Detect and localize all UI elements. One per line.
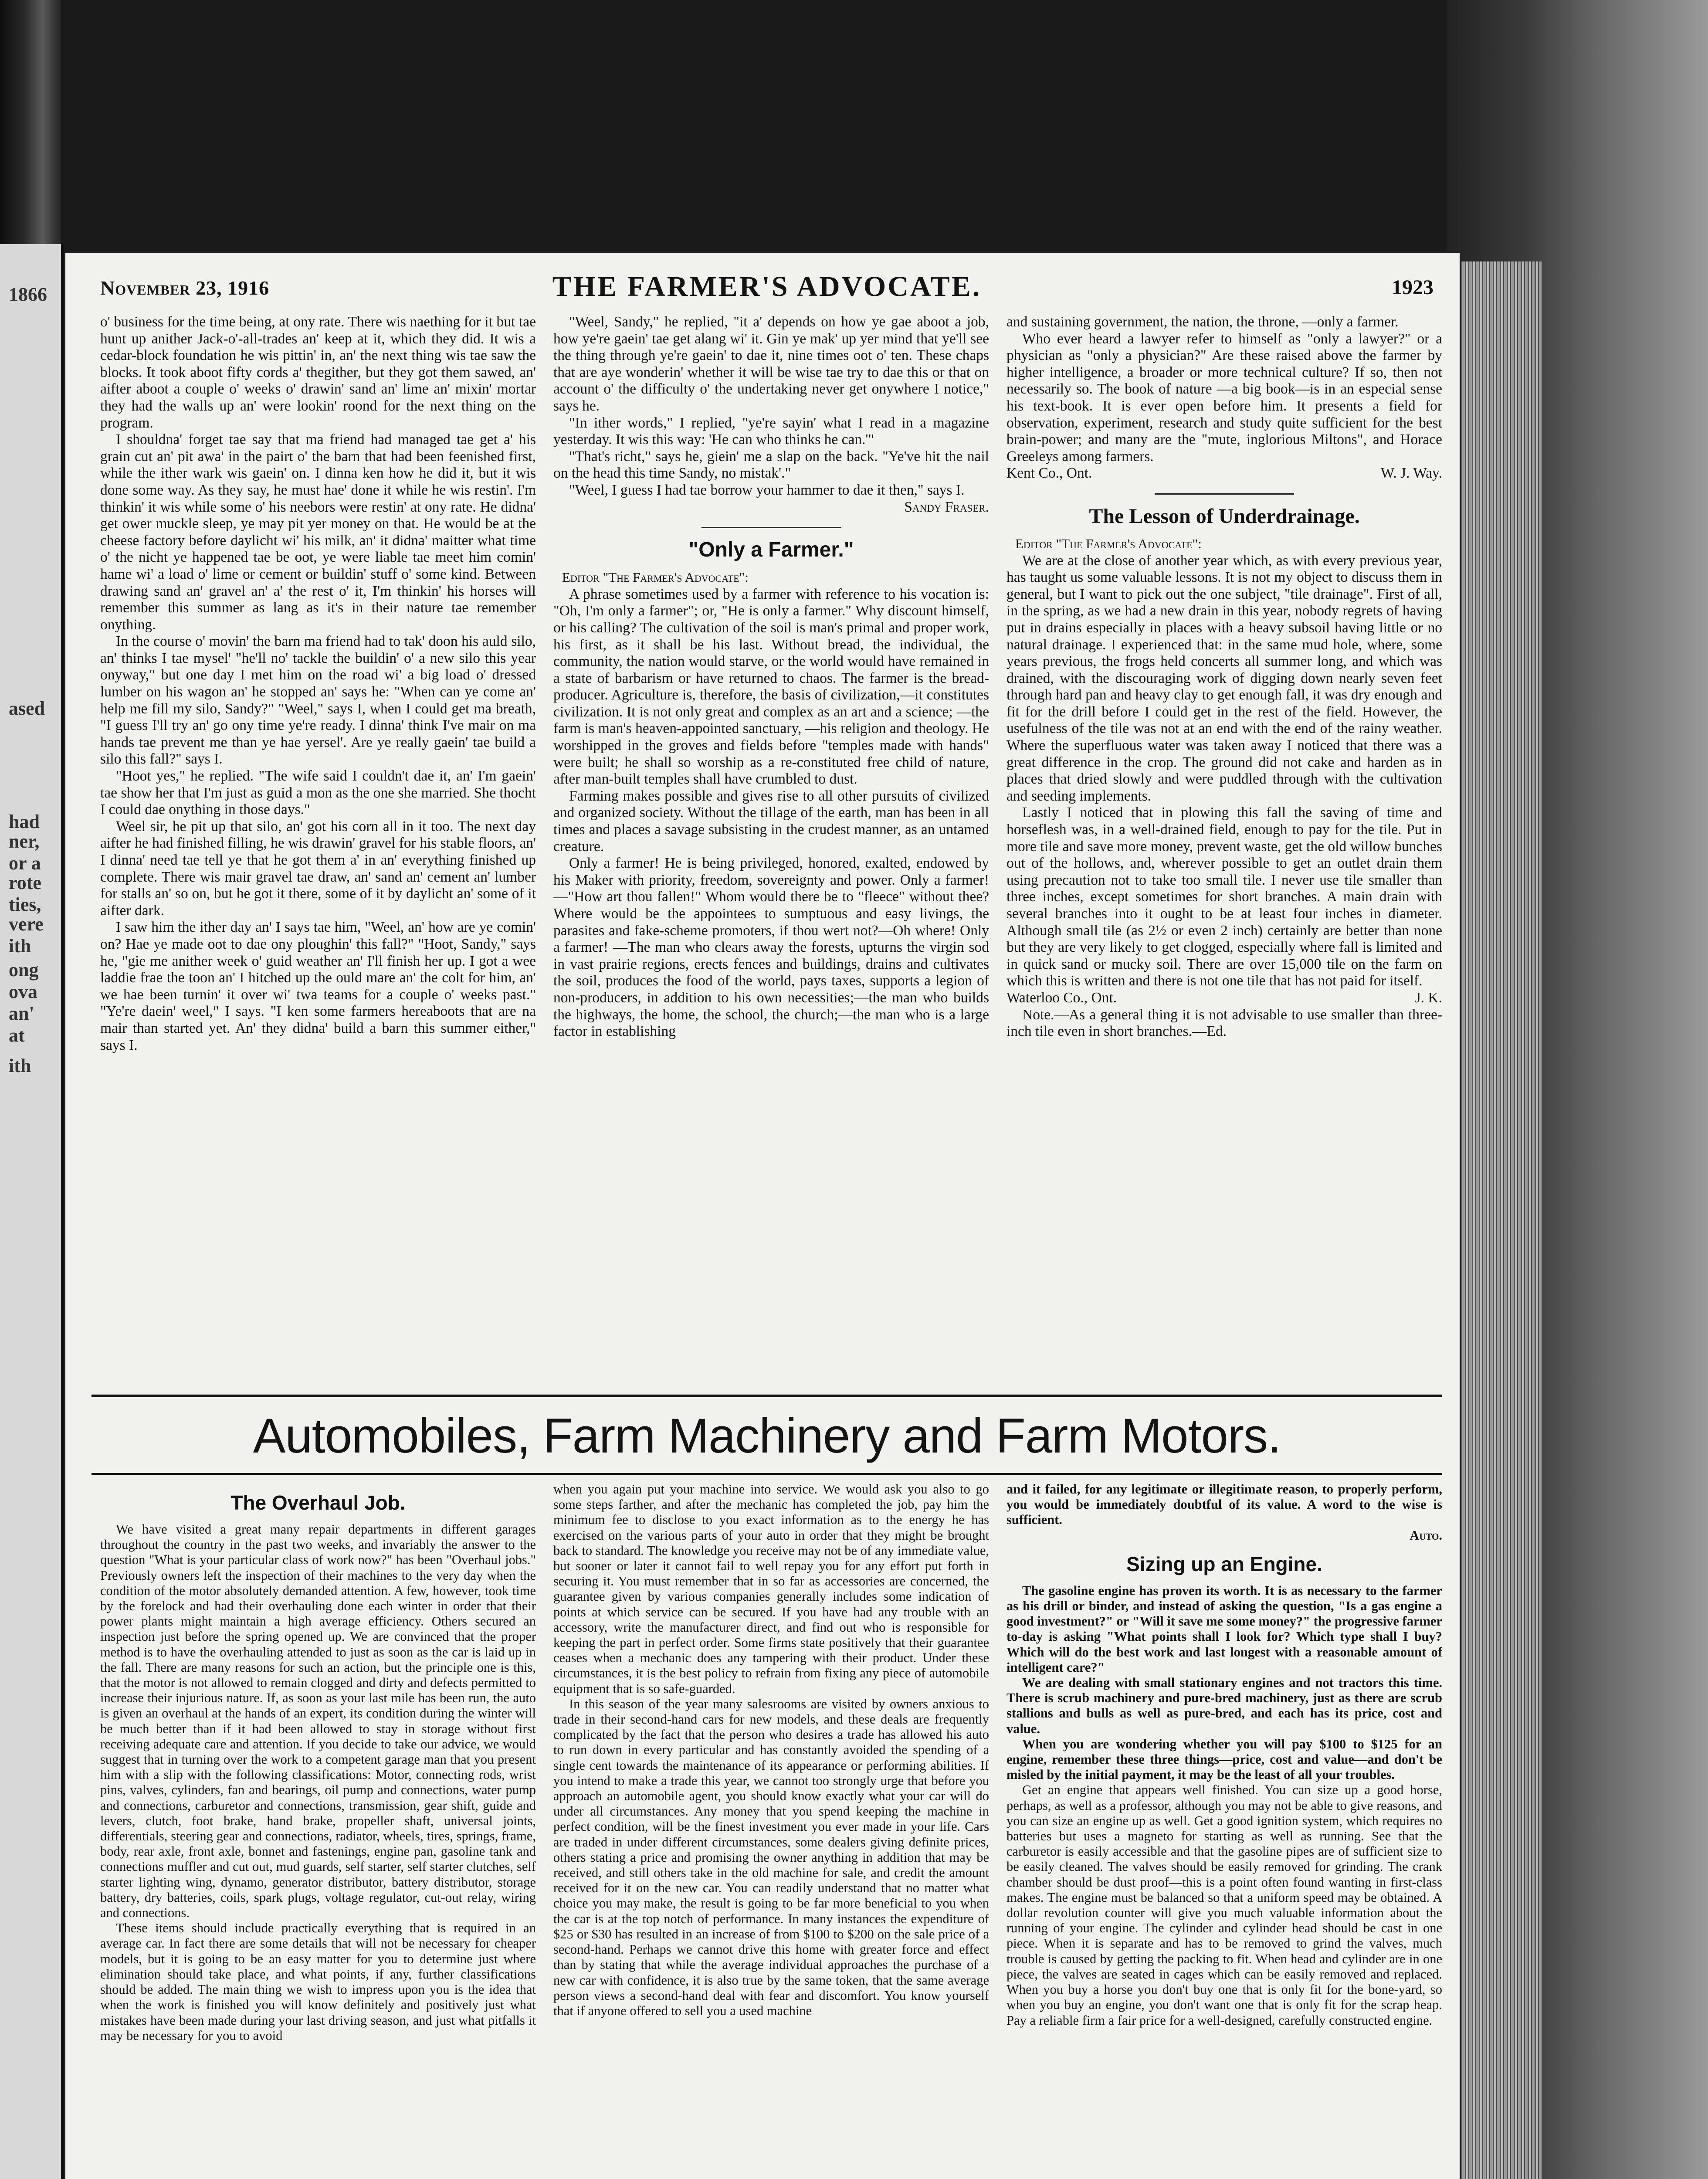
author-location: Waterloo Co., Ont.	[1006, 989, 1117, 1006]
paragraph: when you again put your machine into service. We would ask you also to go some steps farther, and after the mechanic has completed the job, pay him the minimum fee to disclose to you exact information as to the energy he has exercised on the various parts of your auto in order that they might be brought back to standard. The knowledge you receive may not be of any immediate value, but sooner or later it cannot fail to well repay you for any effort put forth in securing it. You must remember that in so far as accessories are concerned, the guarantee given by various companies generally includes some indication of points at which service can be secured. If you have had any trouble with an accessory, write the manufacturer direct, and find out who is responsible for keeping the part in perfect order. Some firms state positively that their guarantee ceases when a mechanic does any tampering with their product. Under these circumstances, it is the best policy to refrain from fixing any piece of automobile equipment that is so safe-guarded.	[553, 1482, 989, 1696]
paragraph: "That's richt," says he, giein' me a slap on the back. "Ye've hit the nail on the head this time Sandy, no mistak'."	[553, 448, 989, 482]
section-banner: Automobiles, Farm Machinery and Farm Motors.	[253, 1409, 1281, 1463]
adjacent-page-fragment: ong	[9, 959, 39, 981]
author-signature: Auto.	[1410, 1527, 1442, 1543]
adjacent-page-fragment: at	[9, 1025, 25, 1046]
article-heading: The Lesson of Underdrainage.	[1089, 504, 1360, 528]
author-location: Kent Co., Ont.	[1006, 465, 1092, 482]
adjacent-page-strip	[0, 244, 64, 2179]
paragraph: Farming makes possible and gives rise to all other pursuits of civilized and organized society. Without the tillage of the earth, man has been in all times and places a savage subsisting in the crudest manner, as an untamed creature.	[553, 787, 989, 855]
adjacent-page-fragment: ties,	[9, 894, 41, 915]
paragraph: "Hoot yes," he replied. "The wife said I couldn't dae it, an' I'm gaein' tae show her that I'm just as guid a mon as the one she married. She thocht I could dae onything in those days."	[100, 768, 536, 818]
paragraph: and it failed, for any legitimate or illegitimate reason, to properly perform, you would be immediately doubtful of its value. A word to the wise is sufficient.	[1006, 1482, 1442, 1527]
column-3	[1006, 314, 1442, 1386]
section-rule	[702, 527, 841, 528]
editor-note: Note.—As a general thing it is not advisable to use smaller than three-inch tile even in short branches.—Ed.	[1006, 1006, 1442, 1040]
paragraph: "Weel, I guess I had tae borrow your hammer to dae it then," says I.	[569, 482, 965, 498]
issue-date: November 23, 1916	[100, 277, 270, 299]
author-signature: Sandy Fraser.	[904, 499, 989, 515]
section-divider	[92, 1395, 1442, 1397]
paragraph: We are at the close of another year which, as with every previous year, has taught us some valuable lessons. It is not my object to discuss them in general, but I want to pick out the one subject, "tile drainage". First of all, in the spring, as we had a new drain in this year, nobody regrets of having put in drains especially in places with a heavy subsoil having little or no natural drainage. I experienced that: in the same mud hole, where, some years previous, the frogs held concerts all summer long, and which was drained, with the discouraging work of digging down nearly seven feet through hard pan and heavy clay to get enough fall, it was dry enough and fit for the drill before I could get in the rest of the field. However, the usefulness of the tile was not at an end with the end of the rainy weather. Where the superfluous water was taken away I noticed that there was a great difference in the crop. The ground did not cake and harden as in places that dried slowly and were puddled through with the cultivation and seeding implements.	[1006, 552, 1442, 804]
adjacent-page-fragment: ner,	[9, 831, 40, 852]
paragraph: In this season of the year many salesrooms are visited by owners anxious to trade in their second-hand cars for new models, and these deals are frequently complicated by the fact that the person who desires a trade has allowed his auto to run down in every particular and has constantly avoided the spending of a single cent towards the maintenance of its appearance or performing abilities. If you intend to make a trade this year, we cannot too strongly urge that before you approach an automobile agent, you should know exactly what your car will do under all circumstances. Any money that you spend keeping the machine in perfect condition, will be the finest investment you ever made in your life. Cars are traded in under different circumstances, some dealers giving definite prices, others stating a price and promising the owner anything in addition that may be received, and still others take in the old machine for sale, and credit the amount received for it on the new car. You can readily understand that no matter what choice you may make, the result is going to be far more beneficial to you when the car is at the top notch of performance. In many instances the expenditure of $25 or $30 has resulted in an increase of from $100 to $200 on the sale price of a second-hand. Perhaps we cannot drive this home with greater force and effect than by stating that while the average individual approaches the purchase of a new car with confidence, it is also true by the same token, that the same average person views a second-hand deal with fear and discomfort. You know yourself that if anyone offered to sell you a used machine	[553, 1696, 989, 2018]
paragraph: Weel sir, he pit up that silo, an' got his corn all in it too. The next day aifter he had finished filling, he wis drawin' gravel for his stable floors, an' I dinna' need tae tell ye that he got them a' in an' everything finished up complete. There wis mair gravel tae draw, an' sand an' cement an' lumber for stalls an' so on, but he got it there, some of it by daylicht an' some of it aifter dark.	[100, 818, 536, 919]
adjacent-page-fragment: ased	[9, 698, 45, 719]
editor-salutation: Editor "The Farmer's Advocate":	[562, 570, 749, 585]
adjacent-page-fragment: or a	[9, 852, 41, 874]
paragraph: "Weel, Sandy," he replied, "it a' depends on how ye gae aboot a job, how ye're gaein' tae get alang wi' it. Gin ye mak' up yer mind that ye'll see the thing through ye're gaein' to dae it, nine times oot o' ten. These chaps that are aye wonderin' whether it will be wise tae try to dae this or that on account o' the difficulty o' the undertaking never get onywhere I notice," says he.	[553, 314, 989, 414]
paragraph: Only a farmer! He is being privileged, honored, exalted, endowed by his Maker with priority, freedom, sovereignty and power. Only a farmer!—"How art thou fallen!" Whom would there be to "fleece" without thee? Where would be the appointees to sumptuous and easy livings, the parasites and fake-scheme promoters, if thou wert not?—Oh where! Only a farmer! —The man who clears away the forests, upturns the virgin sod in vast prairie regions, erects fences and buildings, drains and cultivates the soil, produces the food of the world, pays taxes, supports a legion of non-producers, in addition to his own necessities;—the man who builds the highways, the home, the school, the church;—the man who is a large factor in establishing	[553, 855, 989, 1040]
column-6	[1006, 1482, 1442, 2179]
column-4	[100, 1482, 536, 2179]
adjacent-page-fragment: ith	[9, 1055, 31, 1076]
paragraph: We have visited a great many repair departments in different garages throughout the country in the past two weeks, and invariably the answer to the question "What is your particular class of work now?" has been "Overhaul jobs." Previously owners left the inspection of their machines to the very day when the condition of the motor absolutely demanded attention. A few, however, took time by the forelock and had their overhauling done each winter in order that their power plants might maintain a high average efficiency. Others secured an inspection just before the spring opened up. We are convinced that the proper method is to have the overhauling attended to just as soon as the car is laid up in the fall. There are many reasons for such an action, but the principle one is this, that the motor is not allowed to remain clogged and dirty and defects permitted to increase their injurious nature. If, as soon as your last mile has been run, the auto is given an overhaul at the hands of an expert, its condition during the winter will be much better than if it had been allowed to stay in storage without first receiving adequate care and attention. If you decide to take our advice, we would suggest that in turning over the work to a competent garage man that you present him with a slip with the following classifications: Motor, connecting rods, wrist pins, valves, cylinders, fan and bearings, oil pump and connections, water pump and connections, carburetor and connections, transmission, gear shift, guide and levers, clutch, foot brake, hand brake, propeller shaft, universal joints, differentials, steering gear and connections, radiator, wheels, tires, springs, frame, body, rear axle, front axle, bonnet and fastenings, engine pan, gasoline tank and connections muffler and cut out, mud guards, self starter, self starter clutches, self starter lighting wing, dynamo, generator distributor, battery distributor, storage battery, dry batteries, coils, spark plugs, voltage regulator, cut-out relay, wiring and connections.	[100, 1522, 536, 1921]
column-1	[100, 314, 536, 1386]
publication-title: THE FARMER'S ADVOCATE.	[552, 271, 982, 302]
section-divider	[92, 1473, 1442, 1475]
editor-salutation: Editor "The Farmer's Advocate":	[1015, 536, 1202, 551]
paragraph: The gasoline engine has proven its worth. It is as necessary to the farmer as his drill or binder, and instead of asking the question, "Is a gas engine a good investment?" or "Will it save me some money?" the progressive farmer to-day is asking "What points shall I look for? Which type shall I buy? Which will do the best work and last longest with a reasonable amount of intelligent care?"	[1006, 1583, 1442, 1675]
paragraph: Lastly I noticed that in plowing this fall the saving of time and horseflesh was, in a well-drained field, enough to pay for the tile. Put in more tile and save more money, prevent waste, get the old willow bunches out of the hollows, and, wherever possible to get an outlet drain them using precaution not to take too small tile. I never use tile smaller than three inches, except sometimes for short branches. A main drain with several branches into it ought to be at least four inches in diameter. Although small tile (as 2½ or even 2 inch) certainly are better than none but they are very likely to get clogged, especially where fall is limited and in quick sand or mucky soil. There are over 15,000 tile on the farm on which this is written and there is not one tile that has not paid for itself.	[1006, 804, 1442, 989]
article-heading: Sizing up an Engine.	[1126, 1552, 1322, 1575]
adjacent-page-fragment: rote	[9, 872, 41, 893]
adjacent-page-fragment: ith	[9, 935, 31, 957]
adjacent-page-fragment: ova	[9, 981, 37, 1002]
author-name: J. K.	[1415, 989, 1442, 1006]
adjacent-page-fragment: an'	[9, 1003, 34, 1024]
author-name: W. J. Way.	[1380, 465, 1442, 482]
paragraph: I shouldna' forget tae say that ma friend had managed tae get a' his grain cut an' pit awa' in the pairt o' the barn that had been feenished first, while the ither wark wis gaein' on. I dinna ken how he did it, but it wis done some way. As they say, he must hae' done it while he wis restin'. I'm thinkin' it wis while some o' his neebors were restin' at ony rate. He didna' get ower muckle sleep, ye may pit yer money on that. He would be at the cheese factory before daylicht wi' his milk, an' it didna' maitter what time o' the nicht ye happened tae be oot, ye were liable tae meet him comin' hame wi' a load o' lime or cement or buildin' stuff o' some kind. Between drawing sand an' gravel an' a' the rest o' it, I'm thinkin' his horses will remember this summer as lang as it's in their nature tae remember onything.	[100, 431, 536, 633]
paragraph: In the course o' movin' the barn ma friend had to tak' doon his auld silo, an' thinks I tae mysel' "he'll no' tackle the buildin' o' a new silo this year onyway," but one day I met him on the road wi' a big load o' dressed lumber on his wagon an' he stopped an' says he: "When can ye come an' help me fill my silo, Sandy?" "Weel," says I, when I could get ma breath, "I guess I'll try an' go ony time ye're ready. I dinna' think I've mair on ma hands tae prevent me than ye hae yersel'. Are ye really gaein' tae build a silo this fall?" says I.	[100, 633, 536, 767]
paragraph: Who ever heard a lawyer refer to himself as "only a lawyer?" or a physician as "only a physician?" Are these raised above the farmer by higher intelligence, a broader or more technical culture? If so, then not necessarily so. The book of nature —a big book—is in an especial sense his text-book. It is ever open before him. It presents a field for observation, experiment, research and study quite sufficient for the best brain-power; and many are the "mute, inglorious Miltons", and Horace Greeleys among farmers.	[1006, 330, 1442, 465]
paragraph: Get an engine that appears well finished. You can size up a good horse, perhaps, as well as a professor, although you may not be able to give reasons, and you can size an engine up as well. Get a good ignition system, which requires no batteries but uses a magneto for starting as well as running. See that the carburetor is easily accessible and that the gasoline pipes are of sufficient size to be easily cleaned. The valves should be easily removed for grinding. The crank chamber should be dust proof—this is a point often found wanting in first-class makes. The engine must be balanced so that a uniform speed may be obtained. A dollar revolution counter will give you much valuable information about the running of your engine. The cylinder and cylinder head should be cast in one piece. When it is separate and has to be removed to grind the valves, much trouble is caused by getting the packing to fit. When head and cylinder are in one piece, the valves are seated in cages which can be easily removed and replaced. When you buy a horse you don't buy one that is only fit for the bone-yard, so when you buy an engine, you don't want one that is only fit for the scrap heap. Pay a reliable firm a fair price for a well-designed, carefully constructed engine.	[1006, 1782, 1442, 2028]
adjacent-page-fragment: 1866	[9, 284, 47, 305]
column-5	[553, 1482, 989, 2179]
paragraph: o' business for the time being, at ony rate. There wis naething for it but tae hunt up anither Jack-o'-all-trades an' keep at it, which they did. It wis a cedar-block foundation he wis pittin' in, an' the next thing wis tae saw the blocks. It took aboot fifty cords a' thegither, but they got them sawed, an' aifter aboot a couple o' weeks o' drawin' sand an' lime an' mixin' mortar they had the walls up an' were lookin' roond for the next thing on the program.	[100, 314, 536, 431]
paragraph: "In ither words," I replied, "ye're sayin' what I read in a magazine yesterday. It wis this way: 'He can who thinks he can.'"	[553, 414, 989, 448]
author-signature	[1006, 990, 1442, 1007]
page-header	[100, 270, 1434, 305]
newspaper-page	[65, 253, 1460, 2179]
article-heading: The Overhaul Job.	[230, 1491, 406, 1514]
paragraph: These items should include practically everything that is required in an average car. In fact there are some details that will not be necessary for cheaper models, but it is going to be an easy matter for you to determine just where elimination should take place, and what points, if any, further classifications should be added. The main thing we wish to impress upon you is the idea that when the work is finished you will know definitely and positively just what mistakes have been made during your last driving season, and just what pitfalls it may be necessary for you to avoid	[100, 1921, 536, 2043]
section-rule	[1155, 493, 1294, 495]
article-heading: "Only a Farmer."	[688, 538, 854, 562]
adjacent-page-fragment: had	[9, 811, 40, 832]
paragraph: and sustaining government, the nation, the throne, —only a farmer.	[1006, 314, 1399, 330]
paragraph: When you are wondering whether you will pay $100 to $125 for an engine, remember these three things—price, cost and value—and don't be misled by the initial payment, it may be the least of all your troubles.	[1006, 1736, 1442, 1782]
paragraph: We are dealing with small stationary engines and not tractors this time. There is scrub machinery and pure-bred machinery, just as there are scrub stallions and bulls as well as pure-bred, and each has its price, cost and value.	[1006, 1675, 1442, 1736]
paragraph: I saw him the ither day an' I says tae him, "Weel, an' how are ye comin' on? Hae ye made oot to dae ony ploughin' this fall?" "Hoot, Sandy," says he, "gie me anither week o' guid weather an' I'll finish her up. I got a wee laddie frae the toon an' I hitched up the ould mare an' the colt for him, an' we hae been turnin' it over wi' twa teams for a couple o' weeks past." "Ye're daein' weel," I says. "I ken some farmers hereaboots that are na mair than started yet. An' they didna' build a barn this summer either," says I.	[100, 919, 536, 1053]
adjacent-page-fragment: vere	[9, 913, 44, 935]
page-stack-edge	[1455, 261, 1542, 2179]
page-number: 1923	[1392, 276, 1434, 299]
paragraph: A phrase sometimes used by a farmer with reference to his vocation is: "Oh, I'm only a farmer"; or, "He is only a farmer." Why discount himself, or his calling? The cultivation of the soil is man's primal and proper work, his first, as it shall be his last. Without bread, the individual, the community, the nation would starve, or the world would have remained in a state of barbarism or have returned to chaos. The farmer is the bread-producer. Agriculture is, therefore, the basis of civilization,—it constitutes civilization. It is not only great and complex as an art and a science; —the farm is man's heaven-appointed sanctuary, —his religion and theology. He worshipped in the groves and fields before "temples made with hands" were built; he shall so worship as a re-constituted free child of nature, after man-built temples shall have crumbled to dust.	[553, 586, 989, 787]
column-2	[553, 314, 989, 1386]
author-signature	[1006, 465, 1442, 482]
